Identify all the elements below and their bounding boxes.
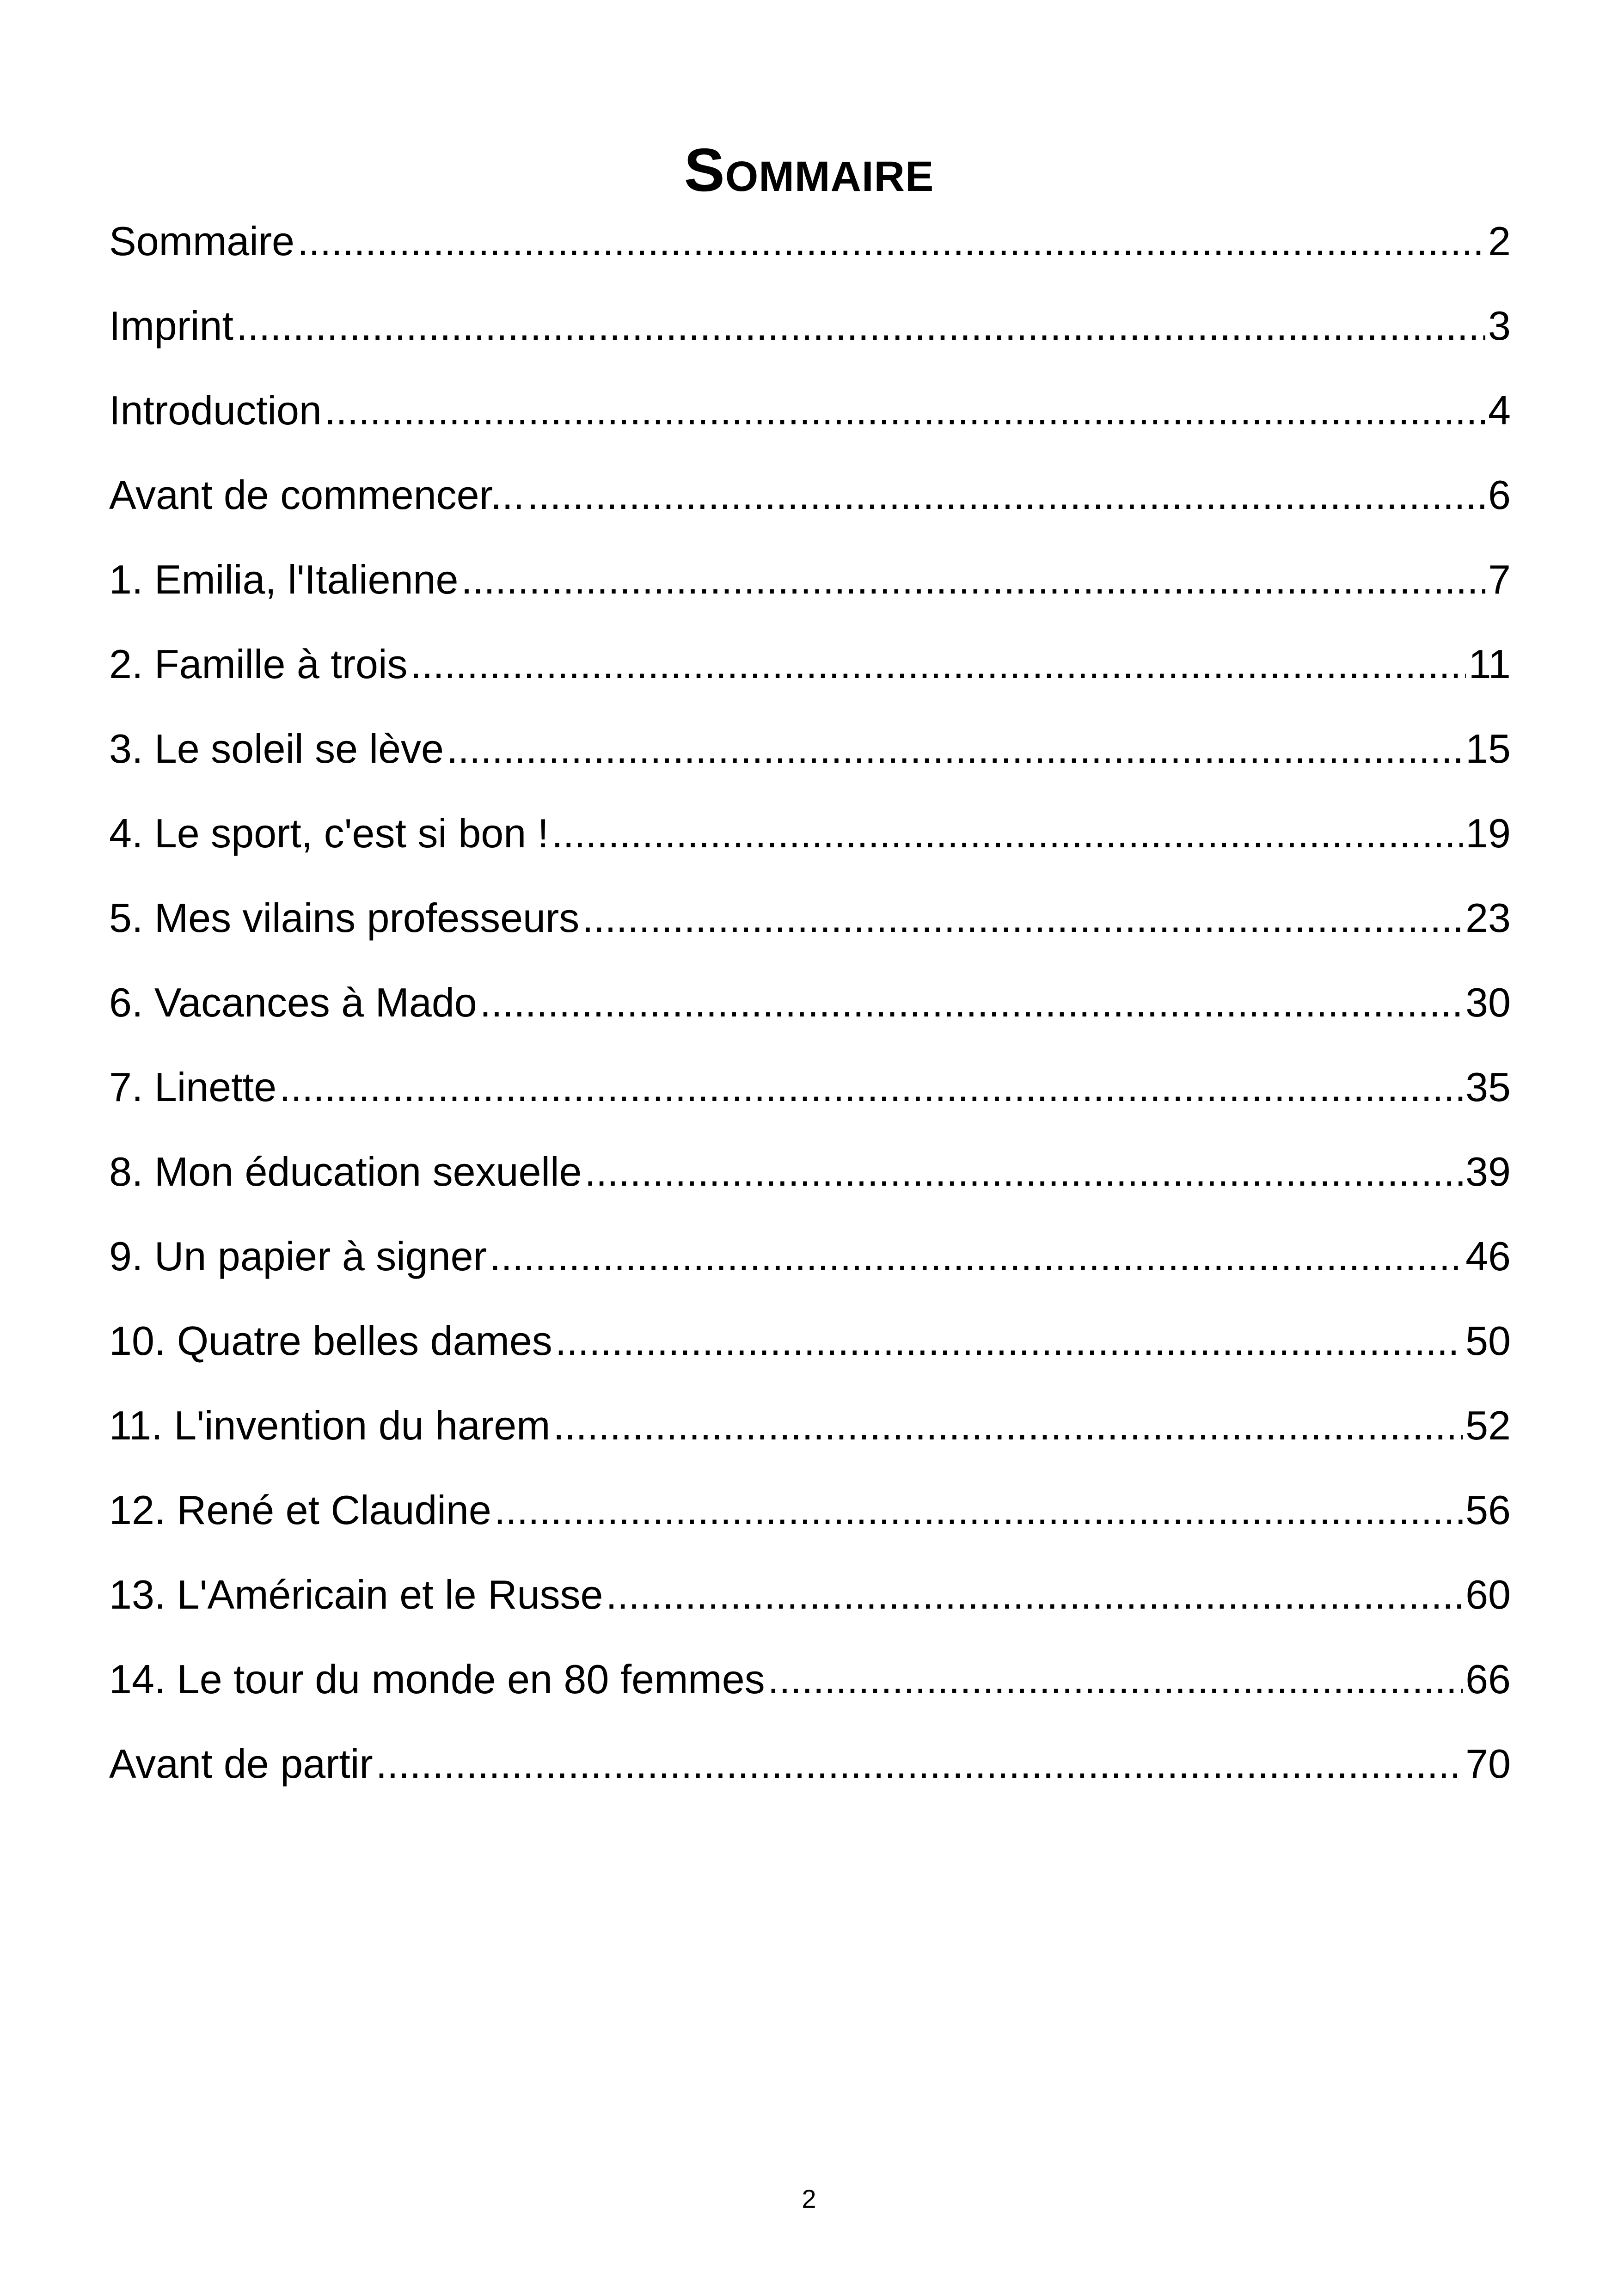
table-of-contents xyxy=(109,199,1511,1806)
toc-entry-page: 6 xyxy=(1488,471,1511,518)
toc-dot-leader xyxy=(411,639,1466,690)
toc-entry-label: 10. Quatre belles dames xyxy=(109,1317,552,1364)
toc-dot-leader xyxy=(555,1316,1463,1366)
toc-dot-leader xyxy=(768,1654,1463,1705)
toc-entry[interactable] xyxy=(109,706,1511,791)
toc-entry-label: 14. Le tour du monde en 80 femmes xyxy=(109,1656,765,1702)
toc-entry[interactable] xyxy=(109,453,1511,537)
toc-entry-label: 8. Mon éducation sexuelle xyxy=(109,1148,582,1194)
toc-dot-leader xyxy=(297,216,1485,267)
toc-dot-leader xyxy=(606,1569,1463,1620)
toc-entry[interactable] xyxy=(109,1721,1511,1806)
toc-entry[interactable] xyxy=(109,1468,1511,1552)
page-number: 2 xyxy=(802,2184,816,2213)
toc-dot-leader xyxy=(527,470,1485,520)
toc-entry-page: 35 xyxy=(1465,1064,1511,1110)
toc-entry-page: 19 xyxy=(1465,810,1511,856)
page-title: Sommaire xyxy=(684,136,934,204)
toc-entry[interactable] xyxy=(109,791,1511,876)
toc-entry-page: 3 xyxy=(1488,302,1511,349)
toc-entry-label: 3. Le soleil se lève xyxy=(109,725,444,771)
toc-entry-page: 7 xyxy=(1488,556,1511,602)
toc-entry[interactable] xyxy=(109,1637,1511,1721)
toc-entry-page: 39 xyxy=(1465,1148,1511,1194)
toc-entry-label: 12. René et Claudine xyxy=(109,1487,491,1533)
toc-entry[interactable] xyxy=(109,1045,1511,1129)
toc-entry-page: 70 xyxy=(1465,1740,1511,1787)
toc-dot-leader xyxy=(494,1485,1463,1536)
toc-entry[interactable] xyxy=(109,876,1511,960)
toc-entry-page: 15 xyxy=(1465,725,1511,771)
toc-dot-leader xyxy=(553,1400,1463,1451)
toc-dot-leader xyxy=(376,1739,1463,1789)
toc-entry[interactable] xyxy=(109,960,1511,1045)
toc-entry-label: 2. Famille à trois xyxy=(109,641,408,687)
toc-entry-label: 4. Le sport, c'est si bon ! xyxy=(109,810,549,856)
toc-entry-label: 7. Linette xyxy=(109,1064,277,1110)
toc-entry-label: 9. Un papier à signer xyxy=(109,1233,487,1279)
toc-dot-leader xyxy=(447,723,1463,774)
toc-dot-leader xyxy=(461,554,1485,605)
toc-entry-label: 1. Emilia, l'Italienne xyxy=(109,556,459,602)
toc-dot-leader xyxy=(584,1146,1463,1197)
toc-dot-leader xyxy=(490,1231,1463,1282)
toc-dot-leader xyxy=(325,385,1485,436)
toc-entry-label: Avant de partir xyxy=(109,1740,373,1787)
toc-entry-page: 2 xyxy=(1488,218,1511,264)
toc-entry-page: 46 xyxy=(1465,1233,1511,1279)
toc-entry[interactable] xyxy=(109,199,1511,283)
toc-entry-label: Avant de commencer... xyxy=(109,471,525,518)
toc-entry-page: 52 xyxy=(1465,1402,1511,1448)
toc-dot-leader xyxy=(552,808,1463,859)
toc-dot-leader xyxy=(480,977,1463,1028)
toc-entry-label: Introduction xyxy=(109,387,322,433)
toc-entry-label: 11. L'invention du harem xyxy=(109,1402,551,1448)
toc-entry-label: Imprint xyxy=(109,302,233,349)
toc-entry[interactable] xyxy=(109,1552,1511,1637)
toc-entry[interactable] xyxy=(109,1383,1511,1468)
toc-dot-leader xyxy=(279,1062,1463,1113)
toc-dot-leader xyxy=(236,300,1485,351)
toc-entry-page: 4 xyxy=(1488,387,1511,433)
toc-entry-page: 30 xyxy=(1465,979,1511,1025)
toc-entry[interactable] xyxy=(109,622,1511,706)
toc-entry-label: 13. L'Américain et le Russe xyxy=(109,1571,603,1617)
toc-entry-page: 50 xyxy=(1465,1317,1511,1364)
toc-entry[interactable] xyxy=(109,537,1511,622)
toc-entry-label: 5. Mes vilains professeurs xyxy=(109,894,580,941)
toc-entry-page: 66 xyxy=(1465,1656,1511,1702)
toc-dot-leader xyxy=(582,893,1463,943)
toc-entry-label: 6. Vacances à Mado xyxy=(109,979,477,1025)
toc-entry[interactable] xyxy=(109,283,1511,368)
toc-entry-page: 11 xyxy=(1468,641,1511,687)
toc-entry[interactable] xyxy=(109,1129,1511,1214)
toc-entry[interactable] xyxy=(109,1214,1511,1298)
toc-entry[interactable] xyxy=(109,368,1511,453)
toc-entry-page: 23 xyxy=(1465,894,1511,941)
toc-entry-label: Sommaire xyxy=(109,218,294,264)
toc-entry[interactable] xyxy=(109,1298,1511,1383)
toc-entry-page: 60 xyxy=(1465,1571,1511,1617)
toc-entry-page: 56 xyxy=(1465,1487,1511,1533)
